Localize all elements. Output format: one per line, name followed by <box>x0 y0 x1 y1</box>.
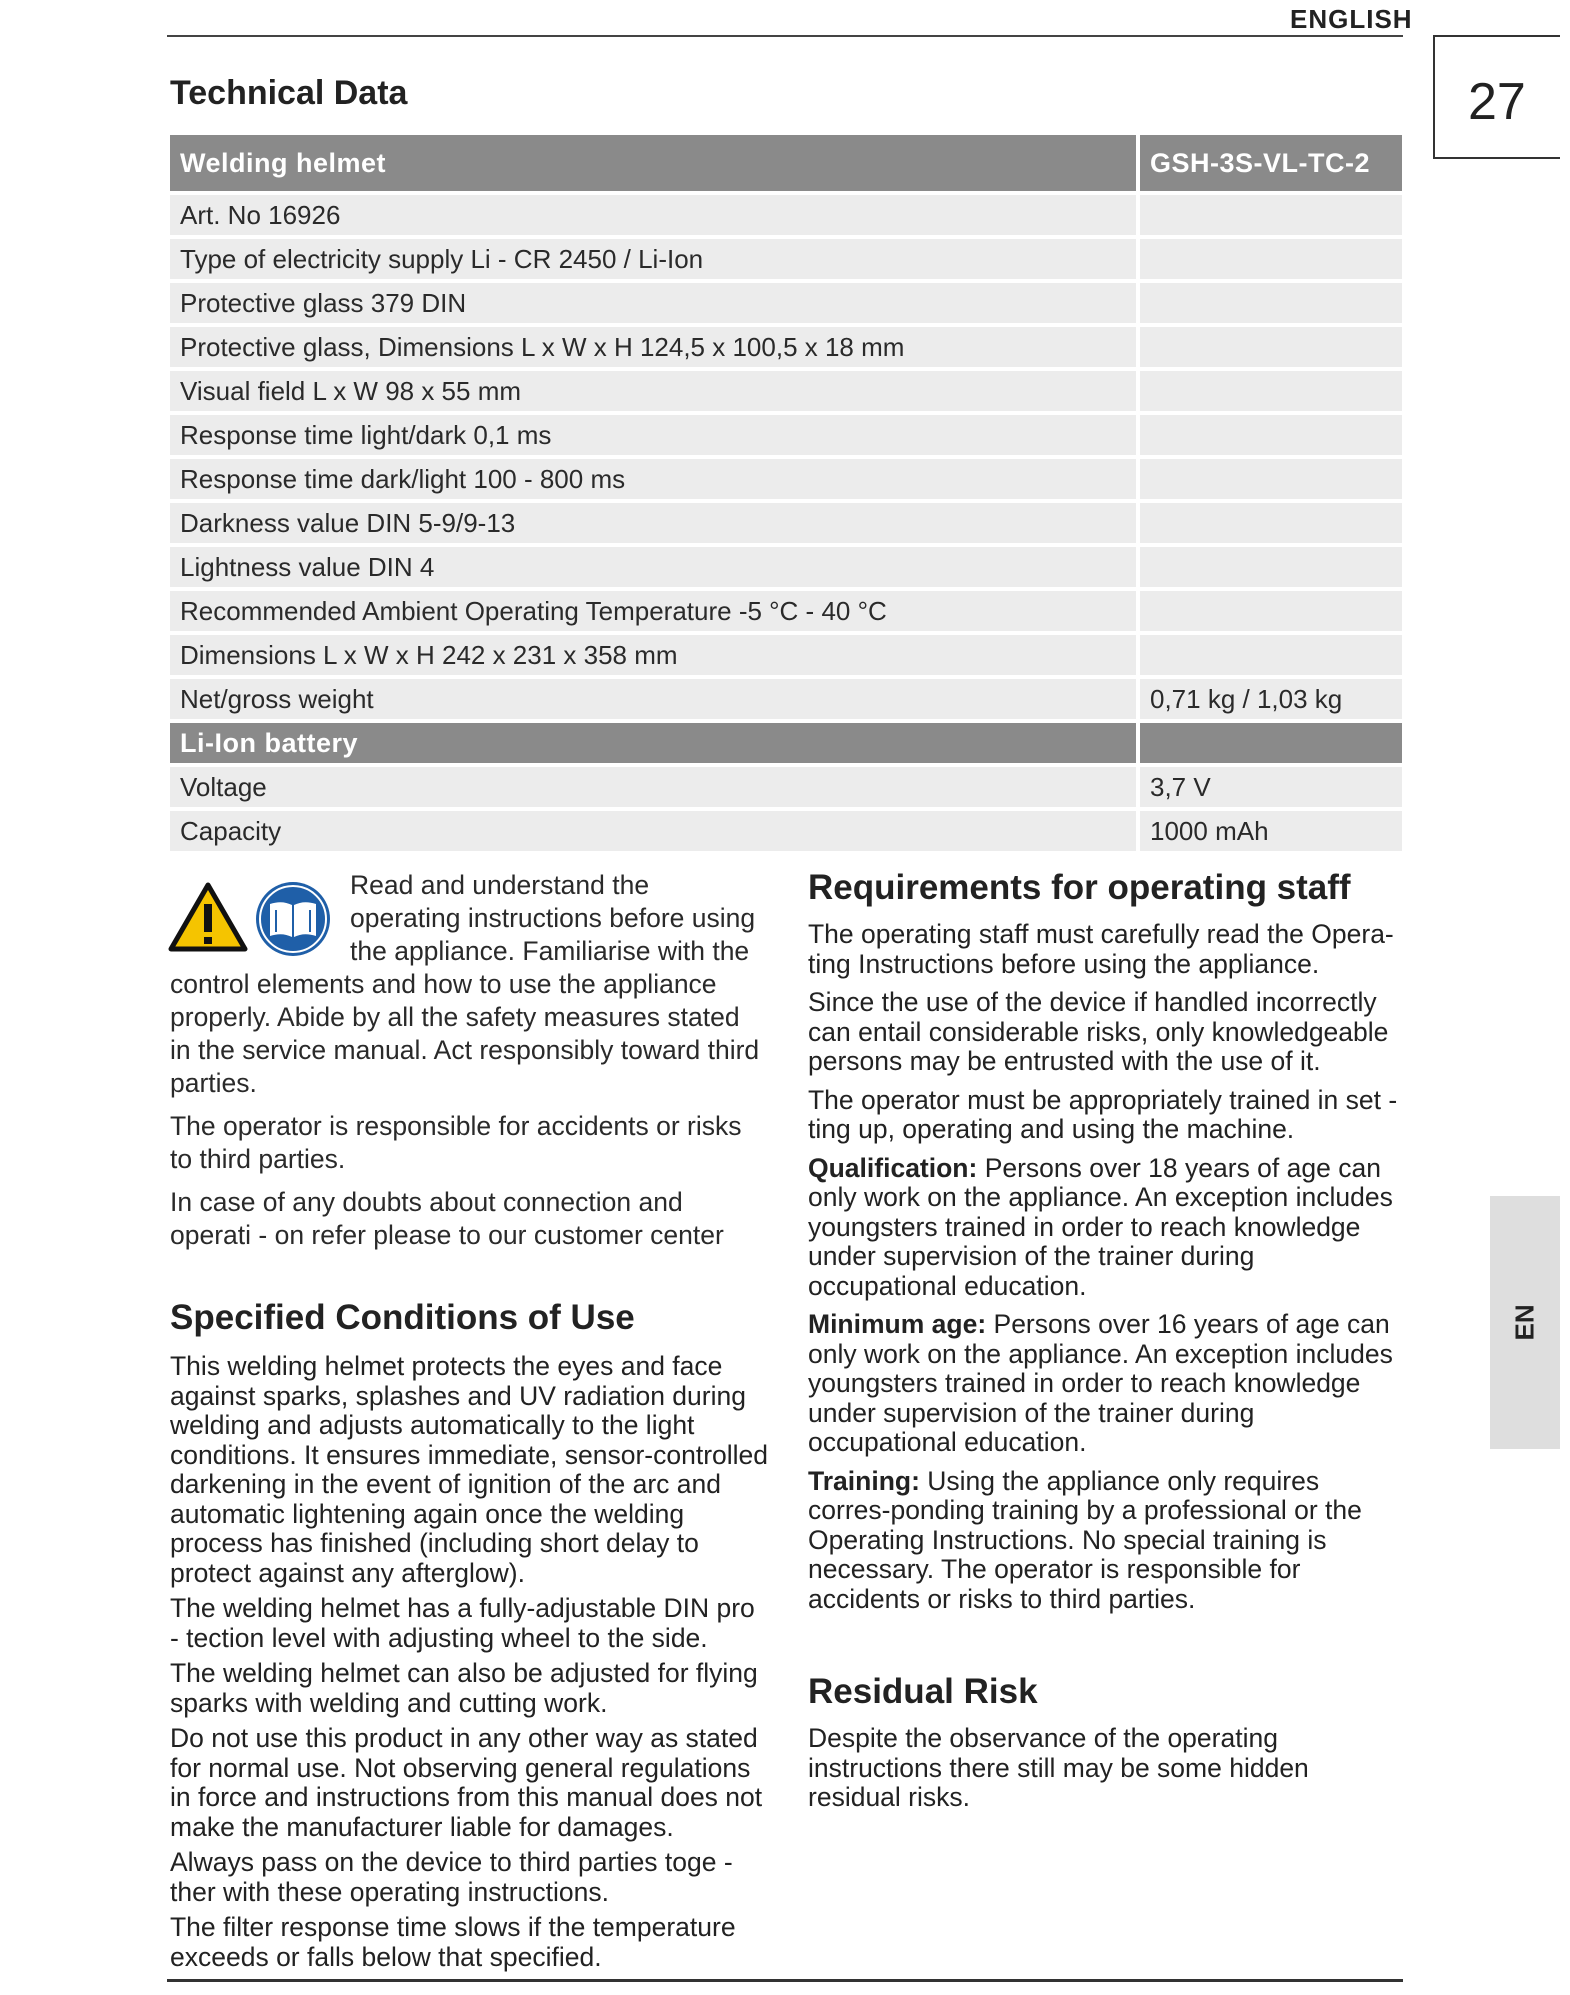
row-value <box>1136 327 1402 367</box>
table-row <box>170 459 1402 499</box>
row-label: Protective glass, Dimensions L x W x H 124,5 x 100,5 x 18 mm <box>170 327 1136 367</box>
row-value <box>1136 195 1402 235</box>
row-value <box>1136 239 1402 279</box>
technical-data-table <box>170 131 1402 855</box>
intro-continuation: control elements and how to use the appliance properly. Abide by all the safety measures stated in the service manual. Act responsibly toward third parties. <box>170 969 760 1098</box>
row-label: Net/gross weight <box>170 679 1136 719</box>
qualification-paragraph <box>808 1154 1408 1302</box>
req-paragraph: The operating staff must carefully read the Opera-ting Instructions before using the appliance. <box>808 919 1394 979</box>
row-label: Dimensions L x W x H 242 x 231 x 358 mm <box>170 635 1136 675</box>
row-label: Type of electricity supply Li - CR 2450 / Li-Ion <box>170 239 1136 279</box>
requirements-body <box>808 920 1408 1623</box>
row-value <box>1136 415 1402 455</box>
qualification-text: Persons over 18 years of age can only work on the appliance. An exception includes youngsters trained in order to reach knowledge under supervision of the trainer during occupational education. <box>808 1152 1393 1301</box>
table-header-row <box>170 135 1402 191</box>
language-label: ENGLISH <box>1290 4 1413 34</box>
table-header-model: GSH-3S-VL-TC-2 <box>1136 135 1402 191</box>
row-value <box>1136 503 1402 543</box>
row-value <box>1136 547 1402 587</box>
specified-use-title: Specified Conditions of Use <box>170 1298 635 1337</box>
table-row <box>170 547 1402 587</box>
use-paragraph: This welding helmet protects the eyes and face against sparks, splashes and UV radiation during welding and adjusts automatically to the light conditions. It ensures immediate, sensor-controlled darkening in the event of ignition of the arc and automatic lightening again once the welding process has finished (including short delay to protect against any afterglow). <box>170 1351 769 1588</box>
table-row <box>170 239 1402 279</box>
specified-use-body <box>170 1352 770 1978</box>
row-label: Lightness value DIN 4 <box>170 547 1136 587</box>
row-label: Protective glass 379 DIN <box>170 283 1136 323</box>
table-row <box>170 811 1402 851</box>
table-row <box>170 371 1402 411</box>
minimum-age-text: Persons over 16 years of age can only work on the appliance. An exception includes youngsters trained in order to reach knowledge under supervision of the trainer during occupational education. <box>808 1309 1393 1457</box>
language-side-tab-label: EN <box>1509 1304 1540 1341</box>
intro-paragraph: The operator is responsible for accidents or risks to third parties. <box>170 1111 742 1174</box>
table-row <box>170 503 1402 543</box>
row-label: Darkness value DIN 5-9/9-13 <box>170 503 1136 543</box>
intro-lead: Read and understand the operating instructions before using the appliance. Familiarise with the <box>350 870 756 966</box>
table-row <box>170 415 1402 455</box>
battery-header: Li-Ion battery <box>170 723 1136 763</box>
page-number: 27 <box>1468 73 1526 131</box>
top-rule <box>167 35 1403 37</box>
table-row <box>170 327 1402 367</box>
battery-header-row <box>170 723 1402 763</box>
row-label: Visual field L x W 98 x 55 mm <box>170 371 1136 411</box>
table-row <box>170 767 1402 807</box>
minimum-age-paragraph <box>808 1310 1408 1458</box>
row-value <box>1136 283 1402 323</box>
row-label: Art. No 16926 <box>170 195 1136 235</box>
requirements-title: Requirements for operating staff <box>808 868 1351 907</box>
technical-data-title: Technical Data <box>170 74 408 112</box>
row-value: 0,71 kg / 1,03 kg <box>1136 679 1402 719</box>
use-paragraph: The filter response time slows if the temperature exceeds or falls below that specified. <box>170 1912 736 1972</box>
row-value: 3,7 V <box>1136 767 1402 807</box>
minimum-age-label: Minimum age: <box>808 1309 987 1339</box>
residual-risk-title: Residual Risk <box>808 1672 1038 1711</box>
table-row <box>170 195 1402 235</box>
qualification-label: Qualification: <box>808 1152 978 1183</box>
training-paragraph <box>808 1467 1408 1615</box>
table-row <box>170 591 1402 631</box>
row-label: Recommended Ambient Operating Temperature -5 °C - 40 °C <box>170 591 1136 631</box>
row-label: Response time dark/light 100 - 800 ms <box>170 459 1136 499</box>
table-row <box>170 283 1402 323</box>
row-label: Capacity <box>170 811 1136 851</box>
row-value: 1000 mAh <box>1136 811 1402 851</box>
intro-paragraph: In case of any doubts about connection and operati - on refer please to our customer center <box>170 1187 724 1250</box>
battery-header-empty <box>1136 723 1402 763</box>
bottom-rule <box>167 1979 1403 1982</box>
table-header-product: Welding helmet <box>170 135 1136 191</box>
residual-risk-text: Despite the observance of the operating instructions there still may be some hidden residual risks. <box>808 1723 1309 1812</box>
row-label: Voltage <box>170 767 1136 807</box>
training-text: Using the appliance only requires corres-ponding training by a professional or the Operating Instructions. No special training is necessary. The operator is responsible for accidents or risks to third parties. <box>808 1465 1362 1614</box>
use-paragraph: Do not use this product in any other way as stated for normal use. Not observing general regulations in force and instructions from this manual does not make the manufacturer liable for damages. <box>170 1723 763 1842</box>
req-paragraph: Since the use of the device if handled incorrectly can entail considerable risks, only knowledgeable persons may be entrusted with the use of it. <box>808 987 1389 1076</box>
safety-intro <box>170 869 760 1262</box>
row-value <box>1136 591 1402 631</box>
use-paragraph: The welding helmet can also be adjusted for flying sparks with welding and cutting work. <box>170 1658 758 1718</box>
row-value <box>1136 371 1402 411</box>
use-paragraph: The welding helmet has a fully-adjustable DIN pro - tection level with adjusting wheel to the side. <box>170 1593 755 1653</box>
use-paragraph: Always pass on the device to third parties toge - ther with these operating instructions. <box>170 1847 733 1907</box>
req-paragraph: The operator must be appropriately trained in set - ting up, operating and using the machine. <box>808 1084 1398 1144</box>
row-value <box>1136 459 1402 499</box>
row-label: Response time light/dark 0,1 ms <box>170 415 1136 455</box>
table-row <box>170 679 1402 719</box>
row-value <box>1136 635 1402 675</box>
training-label: Training: <box>808 1465 920 1496</box>
table-row <box>170 635 1402 675</box>
